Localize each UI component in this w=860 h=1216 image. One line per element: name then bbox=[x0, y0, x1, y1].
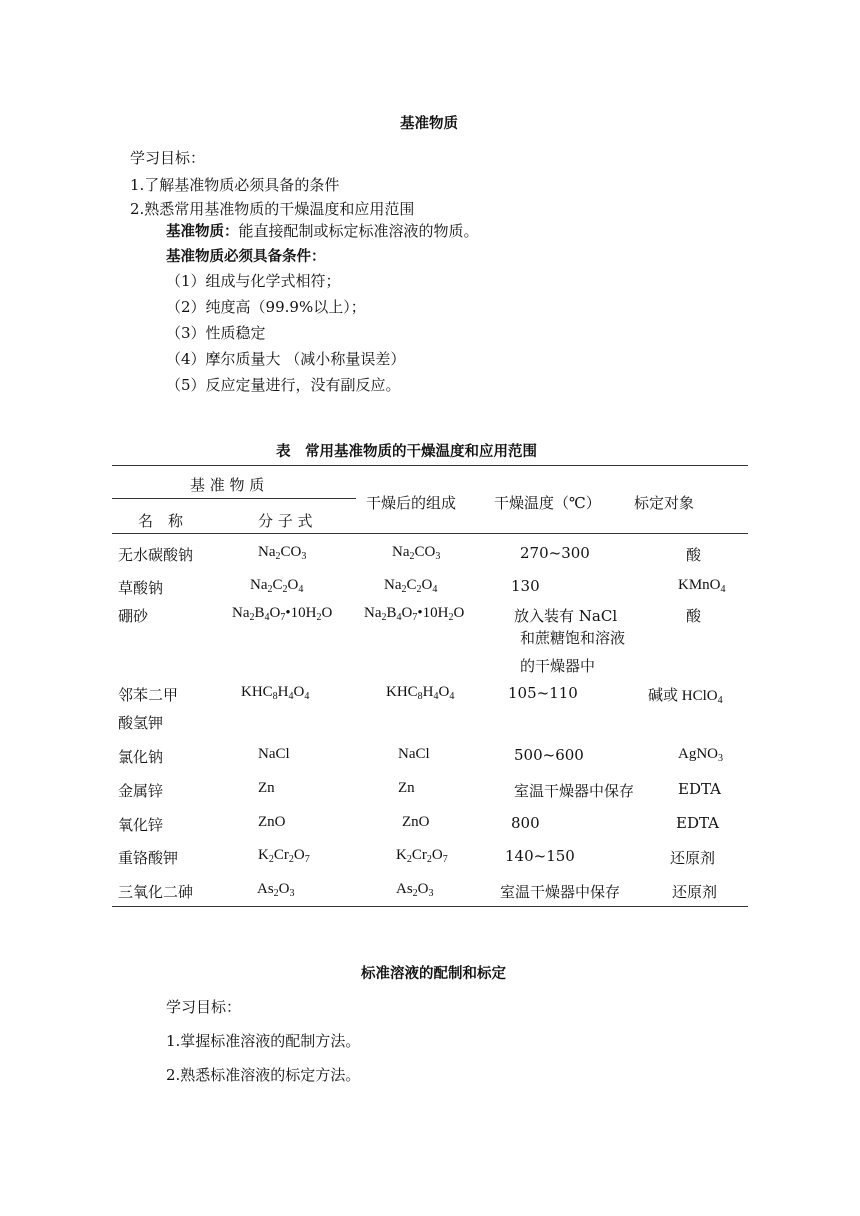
cell-formula: $Na_2CO_3$ bbox=[258, 544, 307, 562]
cell-name: 金属锌 bbox=[118, 782, 164, 800]
cell-dried: $Na_2CO_3$ bbox=[392, 544, 441, 562]
cell-name: 草酸钠 bbox=[118, 579, 164, 597]
cell-dried: ZnO bbox=[402, 814, 430, 830]
cell-dried: NaCl bbox=[398, 746, 430, 762]
header-name: 名 称 bbox=[138, 512, 184, 530]
cell-formula: $KHC_8H_4O_4$ bbox=[241, 684, 310, 702]
condition-item: （5）反应定量进行，没有副反应。 bbox=[166, 376, 401, 394]
table-group-rule bbox=[112, 498, 356, 499]
cell-target: 酸 bbox=[686, 546, 702, 564]
cell-temp: 500~600 bbox=[514, 746, 584, 764]
goal-item: 1.掌握标准溶液的配制方法。 bbox=[166, 1032, 361, 1050]
cell-temp-line: 的干燥器中 bbox=[520, 657, 596, 675]
cell-dried: $K_2Cr_2O_7$ bbox=[396, 847, 448, 865]
header-temp: 干燥温度（℃） bbox=[494, 494, 601, 512]
header-dried: 干燥后的组成 bbox=[366, 494, 457, 512]
cell-dried: $Na_2C_2O_4$ bbox=[384, 577, 438, 595]
cell-target: KMnO$_4$ bbox=[678, 577, 726, 595]
goals-label: 学习目标： bbox=[130, 149, 206, 167]
cell-name: 无水碳酸钠 bbox=[118, 546, 194, 564]
condition-item: （4）摩尔质量大 （减小称量误差） bbox=[166, 350, 406, 368]
header-group: 基 准 物 质 bbox=[190, 476, 265, 494]
cell-name: 氧化锌 bbox=[118, 816, 164, 834]
cell-target: 还原剂 bbox=[672, 883, 718, 901]
cell-temp: 105~110 bbox=[508, 684, 578, 702]
cell-name: 三氧化二砷 bbox=[118, 883, 194, 901]
conditions-heading: 基准物质必须具备条件： bbox=[166, 249, 326, 265]
cell-temp: 130 bbox=[511, 577, 540, 595]
section-title: 基准物质 bbox=[400, 116, 458, 132]
cell-dried: $Na_2B_4O_7•10H_2O$ bbox=[364, 605, 465, 623]
cell-temp: 270~300 bbox=[520, 544, 590, 562]
condition-item: （1）组成与化学式相符； bbox=[166, 272, 341, 290]
header-target: 标定对象 bbox=[634, 494, 695, 512]
cell-target: 碱或 HClO$_4$ bbox=[648, 688, 723, 706]
cell-temp: 800 bbox=[511, 814, 540, 832]
cell-dried: $As_2O_3$ bbox=[396, 881, 434, 899]
cell-target: AgNO$_3$ bbox=[678, 746, 723, 764]
header-formula: 分 子 式 bbox=[258, 512, 313, 530]
cell-formula: $Na_2B_4O_7•10H_2O$ bbox=[232, 605, 333, 623]
condition-item: （3）性质稳定 bbox=[166, 324, 266, 342]
cell-formula: NaCl bbox=[258, 746, 290, 762]
cell-formula: ZnO bbox=[258, 814, 286, 830]
cell-dried: Zn bbox=[398, 780, 415, 796]
cell-temp: 室温干燥器中保存 bbox=[514, 782, 635, 800]
cell-formula: $Na_2C_2O_4$ bbox=[250, 577, 304, 595]
table-top-rule bbox=[112, 465, 748, 466]
table-caption: 表 常用基准物质的干燥温度和应用范围 bbox=[276, 444, 537, 460]
goal-item: 2.熟悉常用基准物质的干燥温度和应用范围 bbox=[130, 200, 415, 218]
goal-item: 2.熟悉标准溶液的标定方法。 bbox=[166, 1066, 361, 1084]
cell-temp: 140~150 bbox=[505, 847, 575, 865]
cell-formula: $As_2O_3$ bbox=[257, 881, 295, 899]
cell-temp-line: 放入装有 NaCl bbox=[514, 607, 618, 625]
cell-temp-line: 和蔗糖饱和溶液 bbox=[520, 629, 626, 647]
cell-target: 酸 bbox=[686, 607, 702, 625]
goal-item: 1.了解基准物质必须具备的条件 bbox=[130, 176, 340, 194]
cell-target: EDTA bbox=[678, 780, 721, 798]
cell-name: 重铬酸钾 bbox=[118, 849, 179, 867]
cell-formula: Zn bbox=[258, 780, 275, 796]
goals-label: 学习目标： bbox=[166, 998, 242, 1016]
cell-name: 氯化钠 bbox=[118, 748, 164, 766]
cell-name: 硼砂 bbox=[118, 607, 149, 625]
cell-target: 还原剂 bbox=[670, 849, 716, 867]
cell-name-line: 邻苯二甲 bbox=[118, 686, 179, 704]
cell-target: EDTA bbox=[676, 814, 719, 832]
definition-term: 基准物质： bbox=[166, 224, 239, 240]
cell-formula: $K_2Cr_2O_7$ bbox=[258, 847, 310, 865]
definition-text: 能直接配制或标定标准溶液的物质。 bbox=[238, 222, 479, 240]
cell-dried: $KHC_8H_4O_4$ bbox=[386, 684, 455, 702]
table-bottom-rule bbox=[112, 906, 748, 907]
cell-temp: 室温干燥器中保存 bbox=[500, 883, 621, 901]
table-header-rule bbox=[112, 533, 748, 534]
section-title: 标准溶液的配制和标定 bbox=[361, 966, 506, 982]
cell-name-line: 酸氢钾 bbox=[118, 714, 164, 732]
condition-item: （2）纯度高（99.9%以上）； bbox=[166, 298, 366, 316]
definition bbox=[166, 220, 479, 241]
